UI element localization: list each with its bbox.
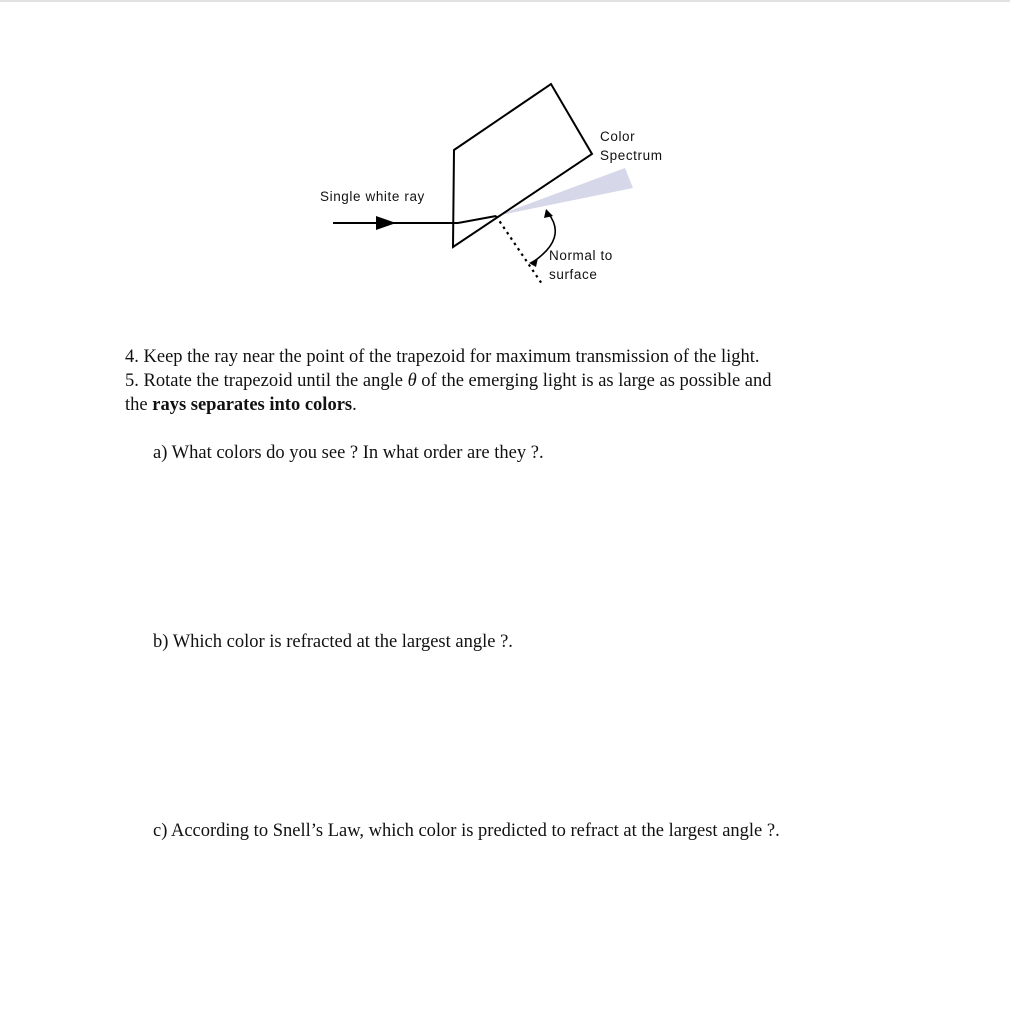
instructions bbox=[125, 345, 895, 417]
step-5-line2 bbox=[125, 393, 895, 417]
top-rule bbox=[0, 0, 1010, 2]
trapezoid-prism bbox=[453, 84, 592, 247]
step-5-text-c: the bbox=[125, 395, 153, 415]
step-5-bold-phrase: rays separates into colors bbox=[152, 395, 353, 415]
single-white-ray-label: Single white ray bbox=[320, 189, 425, 204]
step-5-text-b: of the emerging light is as large as possible and bbox=[416, 371, 772, 391]
question-c: c) According to Snell’s Law, which color is predicted to refract at the largest angle ?. bbox=[153, 821, 780, 841]
angle-arc-arrowhead-top bbox=[544, 209, 553, 218]
theta-symbol: θ bbox=[407, 371, 417, 391]
incident-ray-arrowhead bbox=[376, 216, 396, 230]
step-4: 4. Keep the ray near the point of the trapezoid for maximum transmission of the light. bbox=[125, 347, 760, 367]
normal-line bbox=[496, 216, 542, 284]
step-5-text-a: 5. Rotate the trapezoid until the angle bbox=[125, 371, 408, 391]
normal-label-line1: Normal to bbox=[549, 248, 613, 263]
step-5-line1 bbox=[125, 369, 895, 393]
prism-diagram-svg bbox=[300, 70, 720, 300]
color-spectrum-label-line1: Color bbox=[600, 129, 636, 144]
prism-diagram bbox=[300, 70, 720, 300]
normal-label-line2: surface bbox=[549, 267, 598, 282]
question-a: a) What colors do you see ? In what order are they ?. bbox=[153, 443, 544, 463]
color-spectrum-label-line2: Spectrum bbox=[600, 148, 663, 163]
question-b: b) Which color is refracted at the largest angle ?. bbox=[153, 632, 513, 652]
color-spectrum-fan bbox=[496, 168, 633, 216]
step-5-text-d: . bbox=[352, 395, 357, 415]
